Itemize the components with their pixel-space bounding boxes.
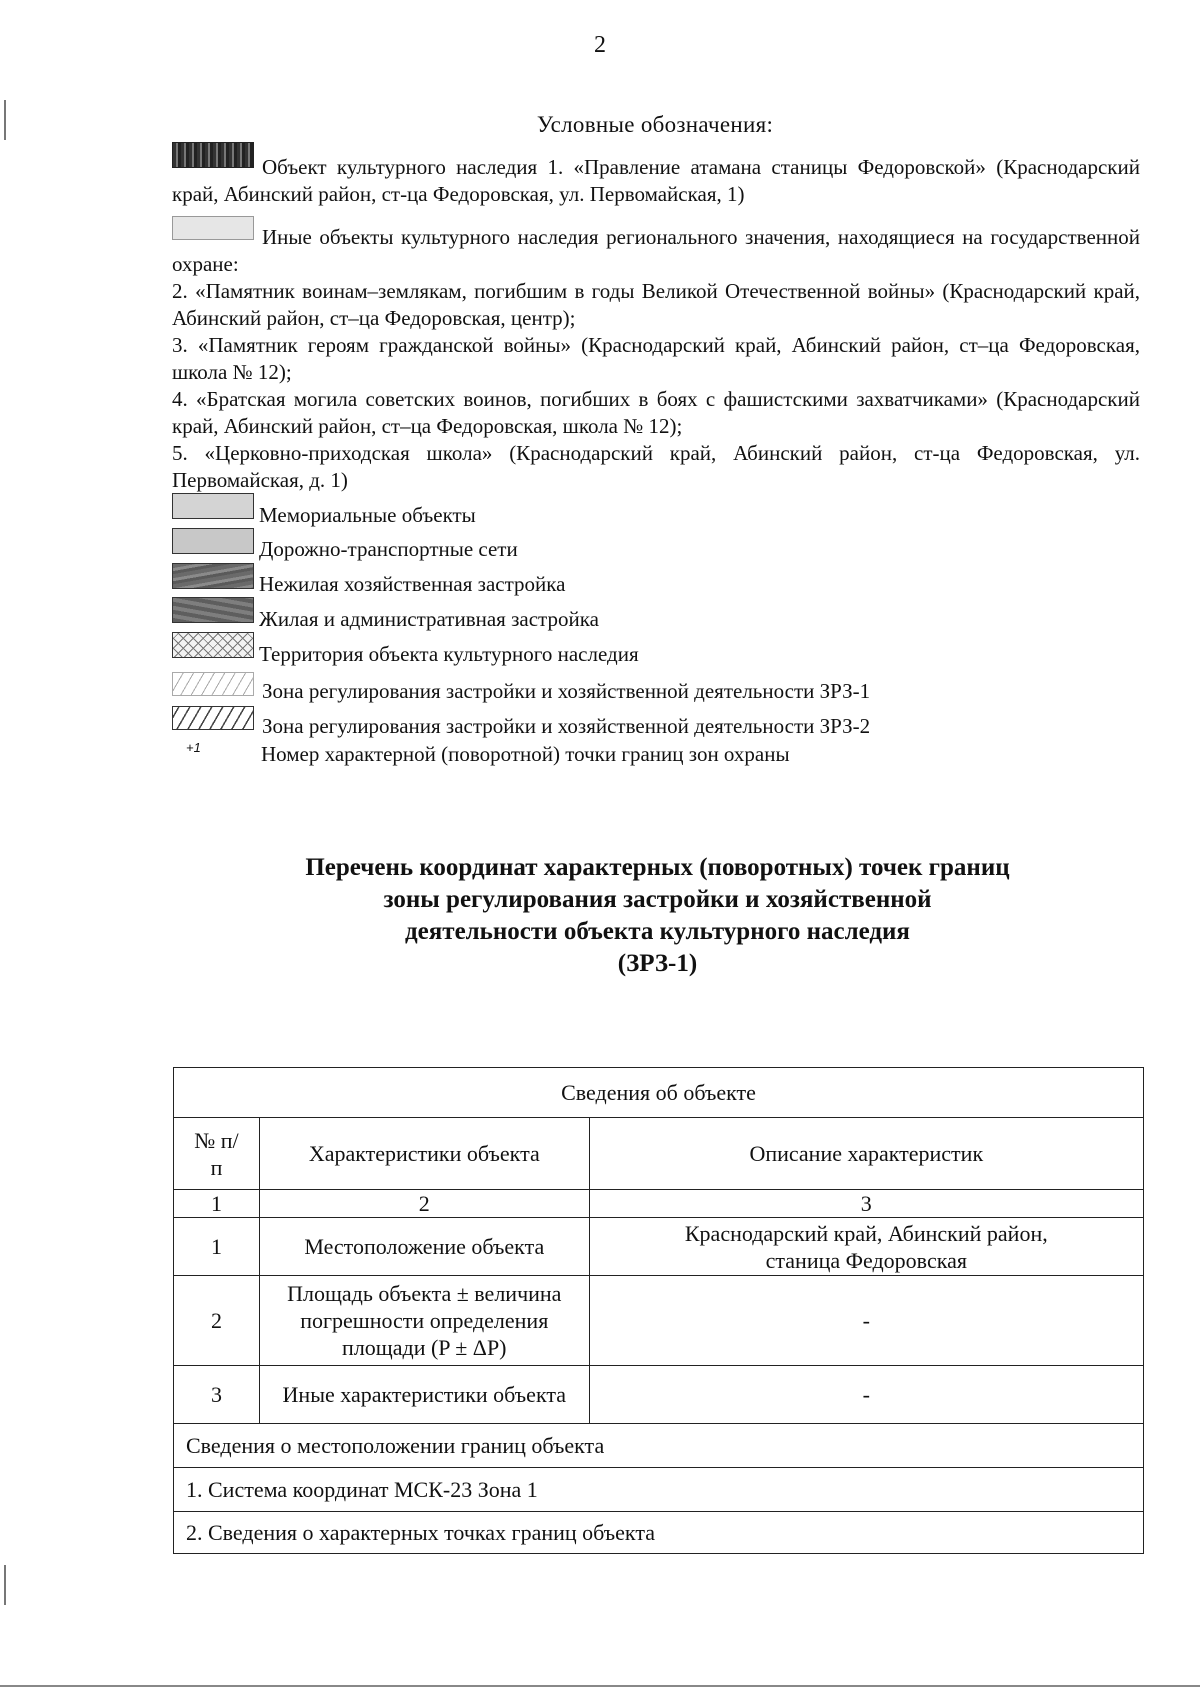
other-object-item: 5. «Церковно-приходская школа» (Краснодарский край, Абинский район, ст-ца Федоровская, ул. Первомайская, д. 1)	[172, 441, 1140, 492]
object-info-table	[173, 1067, 1144, 1554]
swatch-heritage-territory	[172, 632, 254, 658]
heading-line: деятельности объекта культурного наследия	[405, 918, 910, 945]
swatch-zrz1	[172, 672, 254, 696]
table-header-cell: Характеристики объекта	[259, 1118, 589, 1190]
row-characteristic: Площадь объекта ± величина погрешности определения площади (P ± ΔP)	[259, 1276, 589, 1366]
scan-edge-mark	[4, 1565, 6, 1605]
coordinates-heading	[0, 852, 1200, 980]
legend-label-memorial: Мемориальные объекты	[259, 503, 476, 527]
table-row	[174, 1218, 1144, 1276]
boundary-info-title: Сведения о местоположении границ объекта	[174, 1424, 1144, 1468]
row-characteristic: Местоположение объекта	[259, 1218, 589, 1276]
legend-label-nonresidential: Нежилая хозяйственная застройка	[259, 572, 566, 596]
scan-edge-mark	[4, 100, 6, 140]
heading-line: зоны регулирования застройки и хозяйственной	[383, 886, 932, 913]
swatch-residential	[172, 597, 254, 623]
boundary-points-info: 2. Сведения о характерных точках границ объекта	[174, 1512, 1144, 1554]
row-description: -	[589, 1276, 1143, 1366]
table-column-numbers-row	[174, 1190, 1144, 1218]
other-object-item: 4. «Братская могила советских воинов, погибших в боях с фашистскими захватчиками» (Краснодарский край, Абинский район, ст–ца Федоровская, школа № 12);	[172, 387, 1140, 438]
table-footer-row	[174, 1512, 1144, 1554]
coordinate-system: 1. Система координат МСК-23 Зона 1	[174, 1468, 1144, 1512]
swatch-roads	[172, 528, 254, 554]
other-objects-intro: Иные объекты культурного наследия регионального значения, находящиеся на государственной охране:	[172, 225, 1140, 276]
swatch-memorial	[172, 493, 254, 519]
boundary-point-marker-icon: +1	[186, 740, 201, 755]
row-characteristic: Иные характеристики объекта	[259, 1366, 589, 1424]
main-object-text: Объект культурного наследия 1. «Правление атамана станицы Федоровской» (Краснодарский край, Абинский район, ст-ца Федоровская, ул. Первомайская, 1)	[172, 155, 1140, 206]
row-num: 3	[174, 1366, 260, 1424]
row-description: -	[589, 1366, 1143, 1424]
table-header-cell: Описание характеристик	[589, 1118, 1143, 1190]
legend-label-heritage-territory: Территория объекта культурного наследия	[259, 642, 639, 666]
table-row	[174, 1276, 1144, 1366]
other-object-item: 2. «Памятник воинам–землякам, погибшим в годы Великой Отечественной войны» (Краснодарский край, Абинский район, ст–ца Федоровская, центр);	[172, 279, 1140, 330]
column-number: 1	[174, 1190, 260, 1218]
legend-label-boundary-point: Номер характерной (поворотной) точки границ зон охраны	[261, 742, 790, 766]
heading-line: (ЗРЗ-1)	[617, 950, 698, 977]
table-footer-row	[174, 1424, 1144, 1468]
table-row	[174, 1366, 1144, 1424]
heading-line: Перечень координат характерных (поворотных) точек границ	[305, 854, 1010, 881]
scan-bottom-line	[0, 1685, 1200, 1687]
table-section-row	[174, 1068, 1144, 1118]
table-header-row	[174, 1118, 1144, 1190]
column-number: 2	[259, 1190, 589, 1218]
row-description: Краснодарский край, Абинский район, станица Федоровская	[589, 1218, 1143, 1276]
other-object-item: 3. «Памятник героям гражданской войны» (Краснодарский край, Абинский район, ст–ца Федоровская, школа № 12);	[172, 333, 1140, 384]
legend-label-zrz2: Зона регулирования застройки и хозяйственной деятельности ЗРЗ-2	[262, 714, 871, 738]
page-number: 2	[594, 32, 606, 58]
legend-other-objects	[172, 224, 1140, 494]
legend-label-residential: Жилая и административная застройка	[259, 607, 599, 631]
legend-main-object	[172, 154, 1140, 208]
column-number: 3	[589, 1190, 1143, 1218]
row-num: 2	[174, 1276, 260, 1366]
row-num: 1	[174, 1218, 260, 1276]
table-section-title: Сведения об объекте	[174, 1068, 1144, 1118]
table-header-cell: № п/п	[174, 1118, 260, 1190]
legend-label-zrz1: Зона регулирования застройки и хозяйственной деятельности ЗРЗ-1	[262, 679, 871, 703]
legend-title: Условные обозначения:	[536, 112, 774, 137]
legend-label-roads: Дорожно-транспортные сети	[259, 537, 518, 561]
table-footer-row	[174, 1468, 1144, 1512]
swatch-nonresidential	[172, 563, 254, 589]
swatch-zrz2	[172, 706, 254, 730]
